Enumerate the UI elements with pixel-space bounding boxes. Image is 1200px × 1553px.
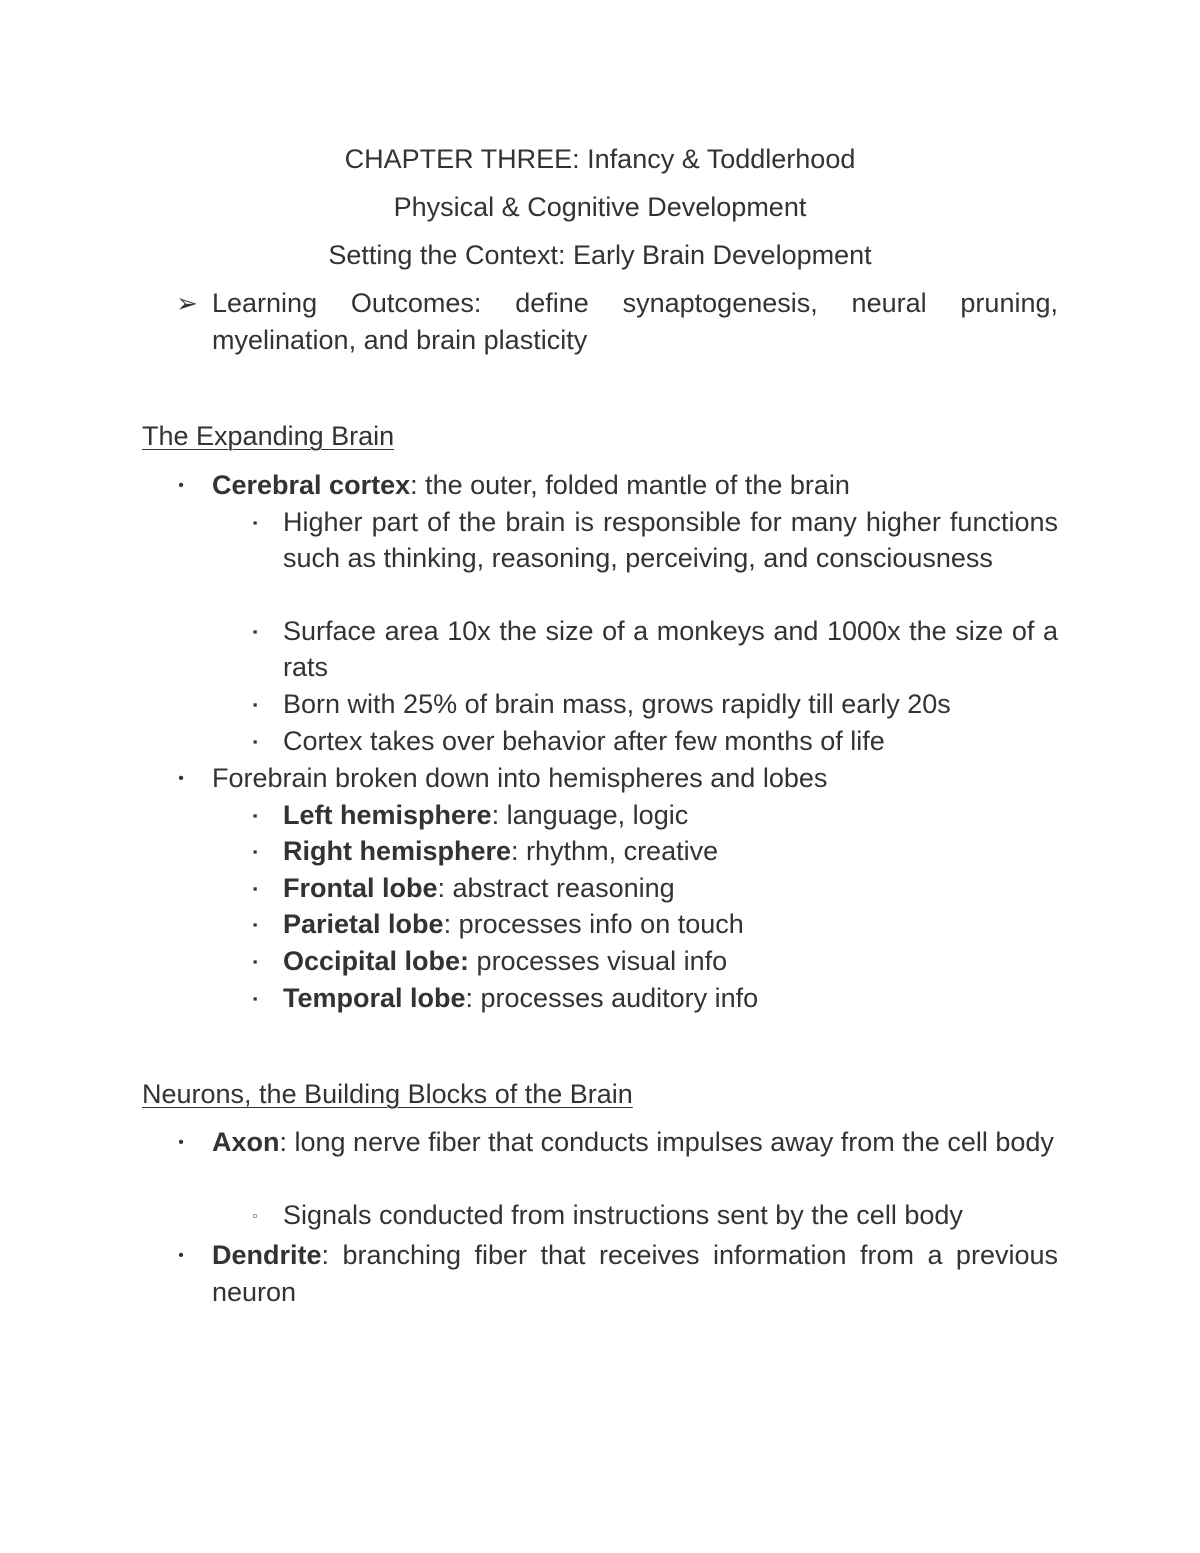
list-item-dendrite bbox=[212, 1237, 1058, 1311]
definition: : branching fiber that receives information from a previous neuron bbox=[212, 1240, 1058, 1307]
learning-outcomes: Learning Outcomes: define synaptogenesis, neural pruning, myelination, and brain plasticity bbox=[212, 288, 1058, 355]
sub-item-brain-mass: Born with 25% of brain mass, grows rapidly till early 20s bbox=[283, 689, 951, 719]
bullet-icon: • bbox=[178, 1247, 184, 1264]
square-bullet-icon: ▪ bbox=[252, 624, 258, 639]
sub-item-cortex-behavior: Cortex takes over behavior after few months of life bbox=[283, 726, 885, 756]
definition: processes visual info bbox=[469, 946, 728, 976]
term: Occipital lobe: bbox=[283, 946, 470, 976]
definition: : rhythm, creative bbox=[511, 836, 719, 866]
list-item-cerebral-cortex bbox=[212, 467, 1058, 504]
square-bullet-icon: ▪ bbox=[252, 917, 258, 932]
square-bullet-icon: ▪ bbox=[252, 954, 258, 969]
definition: : language, logic bbox=[491, 800, 689, 830]
term: Axon bbox=[212, 1127, 280, 1157]
section-context-title: Setting the Context: Early Brain Development bbox=[328, 240, 872, 270]
square-bullet-icon: ▪ bbox=[252, 515, 258, 530]
sub-item-left-hemisphere bbox=[283, 797, 1058, 834]
square-bullet-icon: ▪ bbox=[252, 808, 258, 823]
sub-item-occipital-lobe bbox=[283, 943, 1058, 980]
arrow-bullet-icon: ➢ bbox=[176, 288, 198, 318]
square-bullet-icon: ▪ bbox=[252, 697, 258, 712]
sub-item-signals: Signals conducted from instructions sent by the cell body bbox=[283, 1200, 963, 1230]
sub-item-temporal-lobe bbox=[283, 980, 1058, 1017]
chapter-title: CHAPTER THREE: Infancy & Toddlerhood bbox=[344, 144, 856, 174]
definition: : long nerve fiber that conducts impulses away from the cell body bbox=[279, 1127, 1054, 1157]
section-heading-neurons: Neurons, the Building Blocks of the Brain bbox=[142, 1079, 633, 1109]
term: Frontal lobe bbox=[283, 873, 438, 903]
sub-item-frontal-lobe bbox=[283, 870, 1058, 907]
square-bullet-icon: ▪ bbox=[252, 844, 258, 859]
hollow-square-bullet-icon: ▫ bbox=[252, 1208, 258, 1223]
bullet-icon: • bbox=[178, 770, 184, 787]
chapter-subtitle: Physical & Cognitive Development bbox=[393, 192, 807, 222]
list-item-axon bbox=[212, 1124, 1058, 1161]
sub-item-right-hemisphere bbox=[283, 833, 1058, 870]
definition: : processes auditory info bbox=[465, 983, 759, 1013]
bullet-icon: • bbox=[178, 477, 184, 494]
definition: : processes info on touch bbox=[443, 909, 744, 939]
sub-item-higher-functions: Higher part of the brain is responsible for many higher functions such as thinking, reasoning, perceiving, and consciousness bbox=[283, 507, 1058, 573]
definition: : abstract reasoning bbox=[437, 873, 675, 903]
square-bullet-icon: ▪ bbox=[252, 991, 258, 1006]
term: Parietal lobe bbox=[283, 909, 444, 939]
term: Right hemisphere bbox=[283, 836, 512, 866]
bullet-icon: • bbox=[178, 1134, 184, 1151]
term: Temporal lobe bbox=[283, 983, 466, 1013]
definition: : the outer, folded mantle of the brain bbox=[410, 470, 850, 500]
list-item-forebrain: Forebrain broken down into hemispheres and lobes bbox=[212, 763, 828, 793]
square-bullet-icon: ▪ bbox=[252, 734, 258, 749]
section-heading-expanding-brain: The Expanding Brain bbox=[142, 421, 395, 451]
term: Dendrite bbox=[212, 1240, 322, 1270]
sub-item-surface-area: Surface area 10x the size of a monkeys and 1000x the size of a rats bbox=[283, 616, 1058, 682]
term: Left hemisphere bbox=[283, 800, 492, 830]
square-bullet-icon: ▪ bbox=[252, 881, 258, 896]
term: Cerebral cortex bbox=[212, 470, 411, 500]
sub-item-parietal-lobe bbox=[283, 906, 1058, 943]
